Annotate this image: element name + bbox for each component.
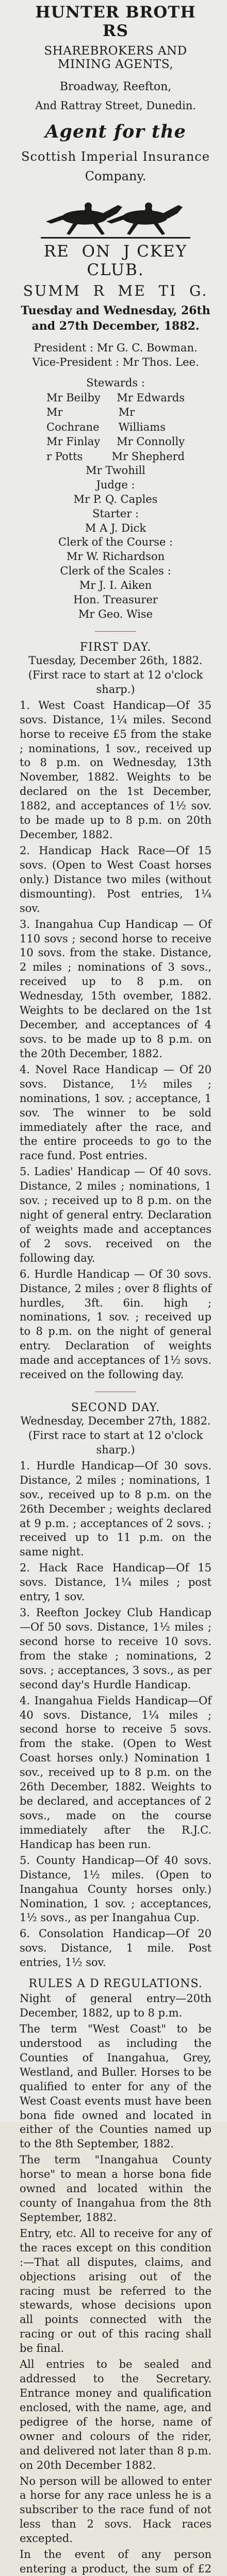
race-entry: 1. West Coast Handicap—Of 35 sovs. Distance, 1¼ miles. Second horse to receive £5 from the stake ; nominations, 1 sov., received up to 8 p.m. on Wednesday, 13th November, 1882. Weights to be declared on the 1st December, 1882, and acceptances of 1½ sov. to be made up to 8 p.m. on 20th December, 1882. [20,699,215,841]
treasurer-label: Hon. Treasurer [73,594,158,606]
clerk-course-name: Mr W. Richardson [66,550,165,563]
vice-president-line: Vice-President : Mr Thos. Lee. [32,356,199,369]
day-heading: FIRST DAY. [79,641,152,654]
race-entry: 4. Inangahua Fields Handicap—Of 40 sovs. Distance, 1¼ miles ; second horse to receive 5 sovs. from the stake. (Open to West Coast horses only.) Nomination 1 sov., received up to 8 p.m. on the 26th December, 1882. Weights to be declared, and acceptances of 2 sovs., made on the course immediately after the R.J.C. Handicap has been run. [20,1694,215,1851]
rule-paragraph: The term "Inangahua County horse" to mean a horse bona fide owned and located within the county of Inangahua from the 8th September, 1882. [20,2154,215,2224]
race-entry: 2. Hack Race Handicap—Of 15 sovs. Distance, 1¼ miles ; post entry, 1 sov. [20,1562,215,1603]
rule-paragraph: In the event of any person entering a product, the sum of £2 [20,2548,212,2575]
hunter-brothers-advert [20,3,212,183]
rule-paragraph: The term "West Coast" to be understood as including the Counties of Inangahua, Grey, Westland, and Buller. Horses to be qualified to enter for any of the West Coast events must have been bona fide owned and located in either of the Counties named up to the 8th September, 1882. [20,2022,215,2150]
clerk-scales-label: Clerk of the Scales : [60,565,171,578]
address-line-2: And Rattray Street, Dunedin. [35,99,196,112]
club-name: RE ON J CKEY CLUB. [43,242,200,279]
rule-paragraph: Entry, etc. All to receive for any of the races except on this condition :—That all disputes, claims, and objections arising out of the racing must be referred to the stewards, whose decisions upon all points connected with the racing or out of this racing shall be final. [20,2227,215,2355]
firm-description: SHAREBROKERS AND MINING AGENTS, [44,44,191,71]
president-line: President : Mr G. C. Bowman. [34,342,198,354]
race-entry: 6. Hurdle Handicap — Of 30 sovs. Distance, 2 miles ; over 8 flights of hurdles, 3ft. 6in. high ; nominations, 1 sov. ; received up to 8 p.m. on the night of general entry. Declaration of weights made and acceptances of 1½ sovs. received on the following day. [20,1267,215,1381]
steward-row [20,405,212,434]
starter-name: M A J. Dick [85,521,147,534]
clerk-course-label: Clerk of the Course : [58,536,173,549]
rules-and-regulations [20,1977,215,2576]
race-entry: 2. Handicap Hack Race—Of 15 sovs. (Open to West Coast horses only.) Distance two miles (without dismounting). Post entries, 1¼ sov. [20,844,215,914]
steward-row [20,449,212,464]
start-time-note: (First race to start at 12 o'clock sharp.) [28,1429,206,1456]
race-entry: 6. Consolation Handicap—Of 20 sovs. Distance, 1 mile. Post entries, 1½ sov. [20,1927,215,1969]
steward-name: Mr Cochrane [46,406,100,433]
agent-heading: Agent for the [45,121,186,142]
second-day-programme [20,1401,215,1970]
judge-label: Judge : [96,478,135,491]
starter-label: Starter : [92,507,139,520]
day-heading: SECOND DAY. [71,1401,160,1415]
race-entry: 5. Ladies' Handicap — Of 40 sovs. Distance, 2 miles ; nominations, 1 sov. ; received up to 8 p.m. on the night of general entry. Declaration of weights made and acceptances of 2 sovs. received on the following day. [20,1165,215,1264]
steward-name: Mr Connolly [117,435,185,448]
rules-heading: RULES A D REGULATIONS. [28,1977,203,1991]
steward-name: r Potts [46,450,83,463]
horse-racing-woodcut-icon [30,193,201,239]
steward-name: Mr Beilby [46,392,101,404]
rule-paragraph: All entries to be sealed and addressed to the Secretary. Entrance money and qualification enclosed, with the name, age, and pedigree of the horse, name of owner and colours of the rider, and delivered not later than 8 p.m. on 20th December 1882. [20,2358,215,2471]
day-date: Wednesday, December 27th, 1882. [20,1415,211,1428]
start-time-note: (First race to start at 12 o'clock sharp.) [28,668,206,696]
insurance-company-suffix: Company. [85,169,147,183]
steward-row [20,434,212,449]
insurance-company-name: Scottish Imperial Insurance [21,149,210,164]
race-entry: 3. Reefton Jockey Club Handicap—Of 50 sovs. Distance, 1½ miles ; second horse to receive 10 sovs. from the stake ; nominations, 2 sovs. ; acceptances, 3 sovs., as per second day's Hurdle Handicap. [20,1606,215,1691]
steward-name: Mr Shepherd [111,450,185,463]
meeting-dates: Tuesday and Wednesday, 26th and 27th December, 1882. [21,304,215,333]
race-entry: 5. County Handicap—Of 40 sovs. Distance, 1½ miles. (Open to Inangahua County horses only.) Nomination, 1 sov. ; acceptances, 1½ sovs., as per Inangahua Cup. [20,1854,215,1924]
advertisement-column [20,0,215,2576]
steward-extra: Mr Twohill [86,464,145,477]
race-meeting-header [20,242,215,334]
address-line-1: Broadway, Reefton, [59,80,172,93]
steward-row [20,391,212,405]
race-entry: 1. Hurdle Handicap—Of 30 sovs. Distance, 2 miles ; nominations, 1 sov., received up to 8 p.m. on the 26th December ; weights declared at 9 p.m. ; acceptances of 2 sovs. ; received up to 11 p.m. on the same night. [20,1459,215,1558]
first-day-programme [20,641,215,1382]
stewards-label: Stewards : [86,377,145,389]
treasurer-name: Mr Geo. Wise [78,608,153,621]
steward-name: Mr Williams [118,406,166,433]
day-date: Tuesday, December 26th, 1882. [28,654,203,667]
firm-name: HUNTER BROTH RS [35,3,202,40]
steward-name: Mr Edwards [117,392,185,404]
officials-list [20,341,212,622]
judge-name: Mr P. Q. Caples [73,493,158,505]
divider [95,631,136,632]
meeting-title: SUMM R ME TI G. [23,282,208,299]
rule-paragraph: Night of general entry—20th December, 1882, up to 8 p.m. [20,1992,215,2020]
rule-paragraph: No person will be allowed to enter a horse for any race unless he is a subscriber to the race fund of not less than 2 sovs. Hack races excepted. [20,2475,215,2545]
steward-name: Mr Finlay [46,435,101,448]
race-entry: 4. Novel Race Handicap — Of 20 sovs. Distance, 1½ miles ; nominations, 1 sov. ; acceptance, 1 sov. The winner to be sold immediately after the race, and the entire proceeds to go to the race fund. Post entries. [20,1063,215,1162]
race-entry: 3. Inangahua Cup Handicap — Of 110 sovs ; second horse to receive 10 sovs. from the stake. Distance, 2 miles ; nominations of 3 sovs., received up to 8 p.m. on Wednesday, 15th ovember, 1882. Weights to be declared on the 1st December, and acceptances of 4 sovs. to be made up to 8 p.m. on the 20th December, 1882. [20,918,215,1060]
clerk-scales-name: Mr J. I. Aiken [79,579,152,592]
